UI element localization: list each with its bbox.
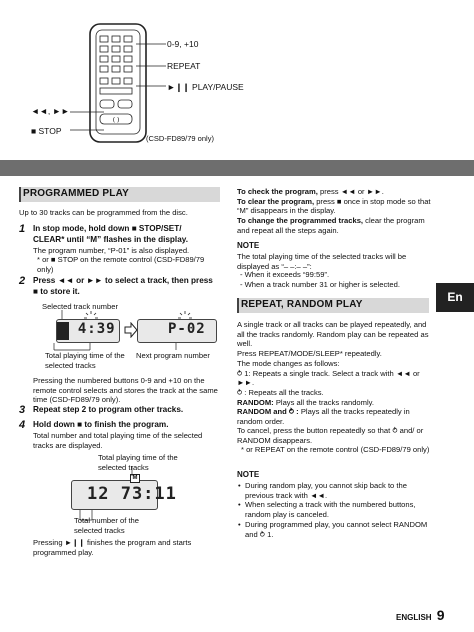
lcd-memory-badge: M: [130, 474, 140, 483]
note-list: [240, 270, 432, 289]
cancel-note: * or REPEAT on the remote control (CSD-FD89/79 only): [241, 445, 430, 454]
step-4-number: 4: [19, 419, 26, 431]
lcd-callout-lines: [40, 310, 220, 354]
lcd-left-readout: 3 4:39: [59, 321, 116, 337]
repeat-random-heading: REPEAT, RANDOM PLAY: [237, 298, 429, 313]
repeat-instruction: Press REPEAT/MODE/SLEEP* repeatedly.: [237, 349, 382, 359]
step-3-title: Repeat step 2 to program other tracks.: [33, 405, 184, 414]
remote-callout-lines: [40, 30, 170, 140]
remote-label-repeat: REPEAT: [167, 61, 201, 71]
label-total-number: Total number of the selected tracks: [74, 516, 140, 535]
step-4-footer: Pressing ►❙❙ finishes the program and starts programmed play.: [33, 538, 192, 557]
lcd-right-readout: P-02: [168, 321, 206, 337]
mode-random: RANDOM: Plays all the tracks randomly.: [237, 397, 375, 407]
page-number: 9: [436, 607, 445, 623]
remote-model-note: (CSD-FD89/79 only): [146, 134, 214, 143]
lcd-final-readout: 12 73:11: [87, 484, 177, 504]
step-2-number: 2: [19, 275, 26, 287]
note-item: - When it exceeds “99:59”.: [240, 270, 330, 279]
clear-program-text: press ■ once in stop mode so that “M” disappears in the display.: [237, 196, 431, 216]
mode-repeat-single: ⥁ 1: Repeats a single track. Select a track with ◄◄ or ►►.: [237, 368, 420, 388]
note-item: - When a track number 31 or higher is selected.: [240, 279, 400, 289]
remote-label-stop: ■ STOP: [31, 126, 62, 136]
step-2-body: Pressing the numbered buttons 0-9 and +10 on the remote control selects and stores the track at the same time (CSD-FD89/79 only).: [33, 376, 218, 405]
change-program-text: clear the program and repeat all the steps again.: [237, 216, 425, 235]
programmed-play-heading: PROGRAMMED PLAY: [19, 187, 220, 202]
note-2-item: • When selecting a track with the numbered buttons, random play is canceled.: [237, 500, 433, 519]
label-total-playing-time-2: Total playing time of the selected tracks: [98, 453, 178, 472]
label-selected-track: Selected track number: [42, 302, 118, 311]
step-1-number: 1: [19, 223, 26, 235]
note-2-item: • During programmed play, you cannot select RANDOM and ⥁ 1.: [237, 520, 433, 539]
mode-random-repeat: RANDOM and ⥁ : Plays all the tracks repeatedly in random order.: [237, 407, 410, 427]
repeat-intro: A single track or all tracks can be played repeatedly, and all the tracks randomly. Random play can be repeated as well.: [237, 320, 429, 349]
step-4-body: Total number and total playing time of the selected tracks are displayed.: [33, 431, 203, 450]
step-2-title: Press ◄◄ or ►► to select a track, then press ■ to store it.: [33, 276, 213, 296]
change-program-bold: To change the programmed tracks,: [237, 216, 364, 226]
note-2-title: NOTE: [237, 470, 260, 479]
check-program-paragraph: [237, 187, 437, 236]
note-title: NOTE: [237, 241, 260, 250]
step-1-title: In stop mode, hold down ■ STOP/SET/ CLEAR* until “M” flashes in the display.: [33, 224, 188, 244]
footer-language: ENGLISH: [396, 613, 432, 622]
clear-program-bold: To clear the program,: [237, 196, 315, 206]
note-2-item: • During random play, you cannot skip back to the previous track with ◄◄.: [237, 481, 433, 500]
remote-label-skip: ◄◄, ►►: [31, 106, 70, 116]
section-divider-bar: [0, 160, 474, 176]
step-3-number: 3: [19, 404, 26, 416]
remote-label-play-pause: ►❙❙ PLAY/PAUSE: [167, 82, 244, 92]
cancel-text: To cancel, press the button repeatedly so that ⥁ and/ or RANDOM disappears.: [237, 426, 424, 445]
note-text: The total playing time of the selected tracks will be displayed as “– –:– –”:: [237, 252, 407, 271]
note-2-list: [237, 481, 433, 539]
repeat-body: [237, 320, 433, 427]
step-4-title: Hold down ■ to finish the program.: [33, 420, 169, 429]
label-next-program: Next program number: [136, 351, 210, 360]
check-program-bold: To check the program,: [237, 187, 318, 196]
remote-label-num-keys: 0-9, +10: [167, 39, 199, 49]
repeat-mode-changes: The mode changes as follows:: [237, 358, 340, 368]
language-tab: En: [436, 283, 474, 312]
check-program-text: press ◄◄ or ►►.: [317, 187, 384, 196]
step-1-body: The program number, “P-01” is also displayed.: [33, 246, 190, 255]
svg-text:( ): ( ): [112, 117, 120, 124]
step-1-note: * or ■ STOP on the remote control (CSD-FD89/79 only): [37, 255, 205, 274]
label-total-playing-time: Total playing time of the selected tracks: [45, 351, 125, 370]
mode-repeat-all: ⥁ : Repeats all the tracks.: [237, 388, 324, 398]
page-footer: [396, 607, 444, 625]
programmed-intro: Up to 30 tracks can be programmed from the disc.: [19, 208, 188, 217]
